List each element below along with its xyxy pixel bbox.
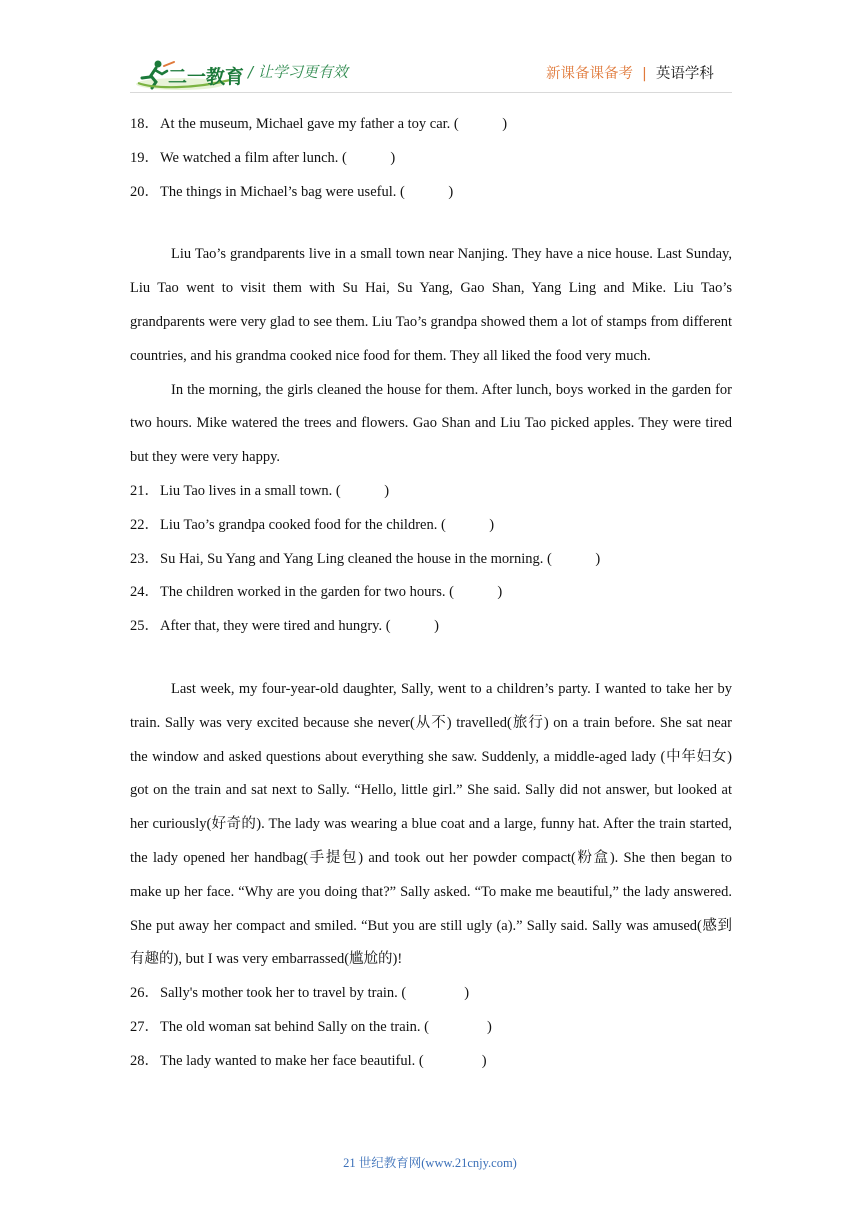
header-subject [546, 62, 714, 83]
question-27: 27．The old woman sat behind Sally on the train. ( ) [130, 1018, 492, 1035]
logo-text: 二一教育 [168, 66, 245, 88]
reading-passage-grandparents-p1: Liu Tao’s grandparents live in a small town near Nanjing. They have a nice house. Last Sunday, Liu Tao went to visit them with Su Hai, Su Yang, Gao Shan, Yang Ling and Mike. Liu Tao’s grandparents were very glad to see them. Liu Tao’s grandpa showed them a lot of stamps from different countries, and his grandma cooked nice food for them. They all liked the food very much. [130, 246, 732, 364]
question-20: 20．The things in Michael’s bag were useful. ( ) [130, 183, 454, 200]
question-21: 21．Liu Tao lives in a small town. ( ) [130, 482, 390, 499]
question-24: 24．The children worked in the garden for two hours. ( ) [130, 584, 503, 601]
question-22: 22．Liu Tao’s grandpa cooked food for the children. ( ) [130, 516, 495, 533]
question-25: 25．After that, they were tired and hungry. ( ) [130, 618, 439, 635]
header-divider [130, 92, 732, 93]
question-28: 28．The lady wanted to make her face beautiful. ( ) [130, 1052, 487, 1069]
section-gap [130, 209, 732, 238]
header-course-label: 新课备课备考 [546, 66, 633, 82]
question-18: 18．At the museum, Michael gave my father a toy car. ( ) [130, 116, 508, 132]
header-separator: | [642, 66, 647, 82]
reading-passage-grandparents-p2: In the morning, the girls cleaned the house for them. After lunch, boys worked in the garden for two hours. Mike watered the trees and flowers. Gao Shan and Liu Tao picked apples. They were tired but they were very happy. [130, 381, 732, 466]
question-19: 19．We watched a film after lunch. ( ) [130, 149, 396, 166]
question-23: 23．Su Hai, Su Yang and Yang Ling cleaned the house in the morning. ( ) [130, 550, 601, 567]
page-footer: 21 世纪教育网(www.21cnjy.com) [343, 1156, 517, 1170]
question-26: 26．Sally's mother took her to travel by train. ( ) [130, 985, 470, 1002]
header-slogan: / 让学习更有效 [248, 63, 348, 81]
reading-passage-sally: Last week, my four-year-old daughter, Sally, went to a children’s party. I wanted to take her by train. Sally was very excited because she never(从不) travelled(旅行) on a train before. She sat near the window and asked questions about everything she saw. Suddenly, a middle-aged lady (中年妇女) got on the train and sat next to Sally. “Hello, little girl.” She said. Sally did not answer, but looked at her curiously(好奇的). The lady was wearing a blue coat and a large, funny hat. After the train started, the lady opened her handbag(手提包) and took out her powder compact(粉盒). She then began to make up her face. “Why are you doing that?” Sally asked. “To make me beautiful,” the lady answered. She put away her compact and smiled. “But you are still ugly (a).” Sally said. Sally was amused(感到有趣的), but I was very embarrassed(尴尬的)! [130, 680, 732, 968]
page-header [0, 0, 860, 96]
section-gap [130, 644, 732, 673]
worksheet-content [130, 108, 732, 1079]
header-subject-label: 英语学科 [655, 66, 714, 82]
